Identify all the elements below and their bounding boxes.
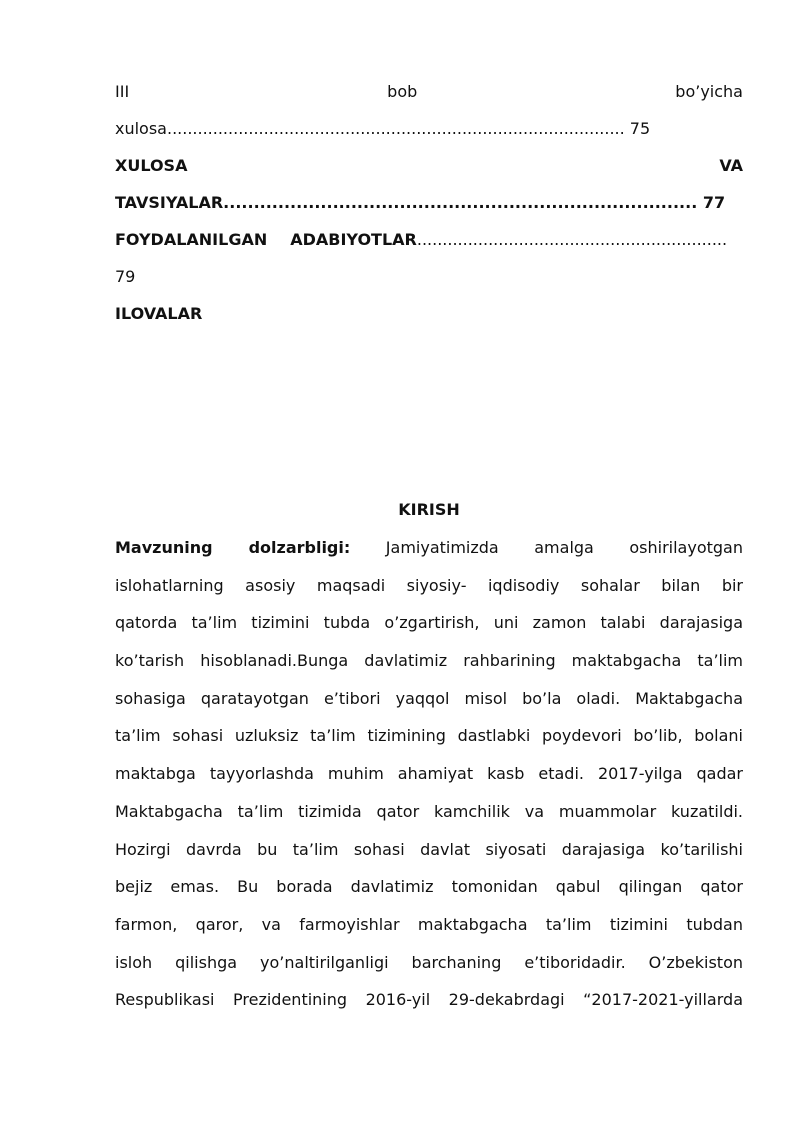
toc-leader-dots: .......................................................................................... — [166, 119, 625, 138]
toc-page-number: 79 — [115, 267, 136, 286]
lead-label: Mavzuning dolzarbligi: — [115, 538, 351, 557]
toc-text: TAVSIYALAR — [115, 193, 224, 212]
toc-word: FOYDALANILGAN — [115, 230, 268, 249]
paragraph-line: sohasiga qaratayotgan e’tibori yaqqol misol bo’la oladi. Maktabgacha — [115, 688, 743, 708]
toc-entry-chapter3-conclusion-cont[interactable] — [115, 110, 743, 147]
toc-entry-conclusions[interactable] — [115, 147, 743, 184]
paragraph-line: Hozirgi davrda bu ta’lim sohasi davlat siyosati darajasiga ko’tarilishi — [115, 839, 743, 859]
toc-leader-dots: ............................................................. — [416, 230, 728, 249]
paragraph-line: farmon, qaror, va farmoyishlar maktabgacha ta’lim tizimini tubdan — [115, 914, 743, 934]
toc-text: xulosa — [115, 119, 167, 138]
paragraph-line: ko’tarish hisoblanadi.Bunga davlatimiz rahbarining maktabgacha ta’lim — [115, 651, 743, 671]
toc-text: ILOVALAR — [115, 304, 203, 323]
paragraph-line: Respublikasi Prezidentining 2016-yil 29-dekabrdagi “2017-2021-yillarda — [115, 990, 743, 1010]
paragraph-line: islohatlarning asosiy maqsadi siyosiy- iqdisodiy sohalar bilan bir — [115, 575, 743, 595]
paragraph-line: isloh qilishga yo’naltirilganligi barchaning e’tiboridadir. O’zbekiston — [115, 952, 743, 972]
toc-leader-dots: .............................................................................. — [223, 193, 698, 212]
paragraph-line: maktabga tayyorlashda muhim ahamiyat kasb etadi. 2017-yilga qadar — [115, 764, 743, 784]
toc-entry-references[interactable] — [115, 221, 743, 258]
paragraph-line: Maktabgacha ta’lim tizimida qator kamchilik va muammolar kuzatildi. — [115, 801, 743, 821]
toc-entry-references-page[interactable] — [115, 258, 743, 295]
toc-word: ADABIYOTLAR — [290, 230, 417, 249]
toc-word: bo’yicha — [675, 82, 743, 101]
paragraph-line: bejiz emas. Bu borada davlatimiz tomonidan qabul qilingan qator — [115, 877, 743, 897]
toc-entry-conclusions-cont[interactable] — [115, 184, 743, 221]
table-of-contents — [115, 73, 743, 332]
paragraph-line: qatorda ta’lim tizimini tubda o’zgartirish, uni zamon talabi darajasiga — [115, 613, 743, 633]
kirish-body — [115, 529, 743, 1019]
toc-word: bob — [387, 82, 418, 101]
line-text: Jamiyatimizda amalga oshirilayotgan — [350, 538, 743, 557]
section-heading-kirish: KIRISH — [398, 500, 460, 519]
paragraph-line: ta’lim sohasi uzluksiz ta’lim tizimining dastlabki poydevori bo’lib, bolani — [115, 726, 743, 746]
toc-entry-appendices[interactable] — [115, 295, 743, 332]
toc-page-number: 75 — [624, 119, 651, 138]
toc-page-number: 77 — [697, 193, 726, 212]
toc-entry-chapter3-conclusion[interactable] — [115, 73, 743, 110]
paragraph-line — [115, 529, 743, 567]
toc-word: VA — [719, 156, 743, 175]
toc-word: III — [115, 82, 130, 101]
toc-word: XULOSA — [115, 156, 188, 175]
